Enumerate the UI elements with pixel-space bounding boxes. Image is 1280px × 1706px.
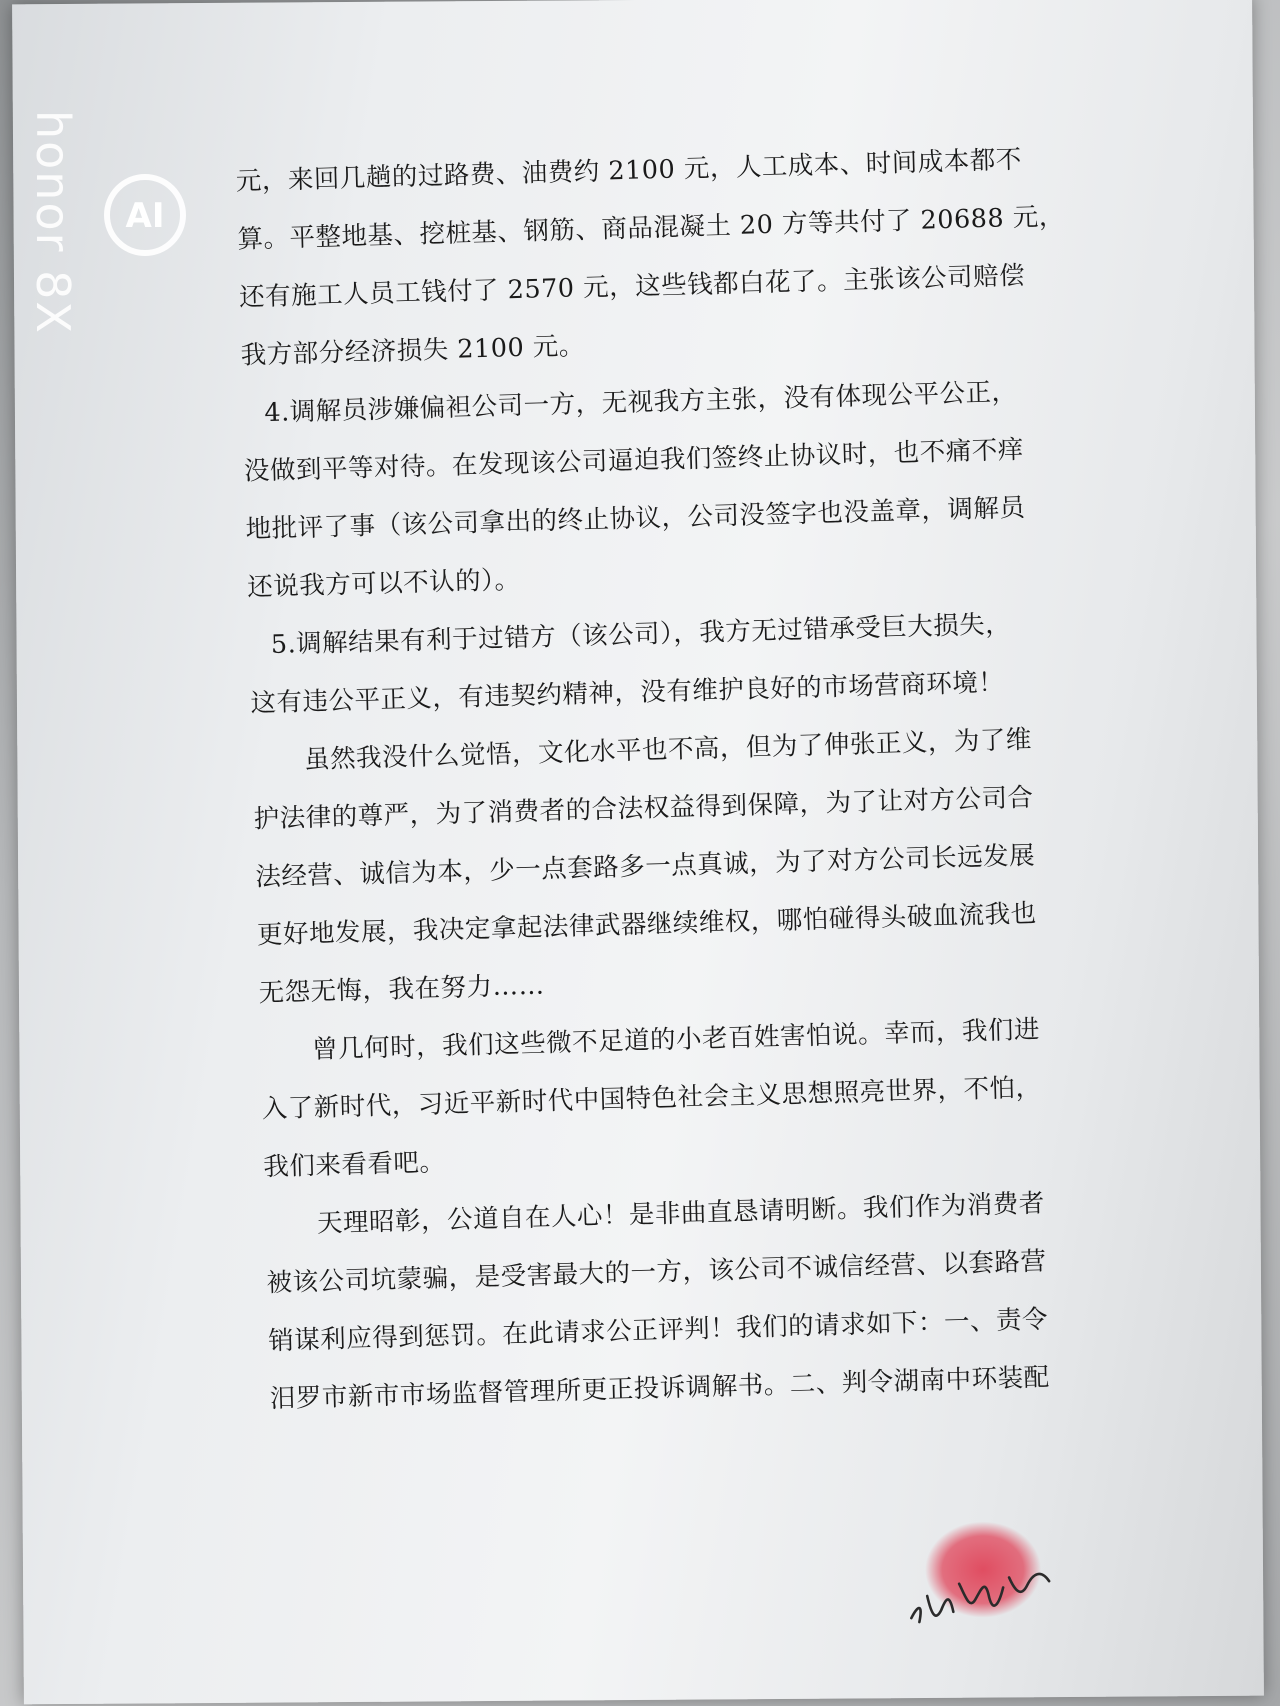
paragraph-era xyxy=(259,999,1094,1196)
text-line: 入了新时代，习近平新时代中国特色社会主义思想照亮世界，不怕， xyxy=(261,1072,1042,1125)
document-page xyxy=(12,0,1264,1704)
red-fingerprint-stamp xyxy=(925,1521,1042,1618)
paragraph-item-5 xyxy=(248,593,1081,732)
text-line: 调解员涉嫌偏袒公司一方，无视我方主张，没有体现公平公正， xyxy=(289,377,1018,428)
text-line: 调解结果有利于过错方（该公司），我方无过错承受巨大损失， xyxy=(295,609,1012,660)
text-line: 虽然我没什么觉悟，文化水平也不高，但为了伸张正义，为了维 xyxy=(303,724,1033,776)
text-line: 还说我方可以不认的）。 xyxy=(246,565,521,603)
text-line: 曾几何时，我们这些微不足道的小老百姓害怕说。幸而，我们进 xyxy=(311,1014,1041,1065)
text-line: 这有违公平正义，有违契约精神，没有维护良好的市场营商环境！ xyxy=(250,667,1005,719)
text-line: 元，来回几趟的过路费、油费约 2100 元，人工成本、时间成本都不 xyxy=(235,144,1023,197)
text-line: 被该公司坑蒙骗，是受害最大的一方，该公司不诚信经营、以套路营 xyxy=(266,1246,1047,1299)
text-line: 销谋利应得到惩罚。在此请求公正评判！我们的请求如下：一、责令 xyxy=(267,1304,1049,1357)
document-body xyxy=(235,130,1100,1429)
text-line: 我方部分经济损失 2100 元。 xyxy=(240,331,586,371)
paragraph-continuation xyxy=(235,130,1071,385)
text-line: 还有施工人员工钱付了 2570 元，这些钱都白花了。主张该公司赔偿 xyxy=(238,260,1026,313)
list-number: 5. xyxy=(270,629,297,660)
text-line: 地批评了事（该公司拿出的终止协议，公司没签字也没盖章，调解员 xyxy=(245,492,1026,545)
ai-badge-label: AI xyxy=(125,196,165,236)
text-line: 没做到平等对待。在发现该公司逼迫我们签终止协议时，也不痛不痒 xyxy=(243,434,1025,487)
text-line: 我们来看看吧。 xyxy=(263,1147,446,1183)
text-line: 天理昭彰，公道自在人心！是非曲直恳请明断。我们作为消费者 xyxy=(316,1188,1046,1239)
text-line: 更好地发展，我决定拿起法律武器继续维权，哪怕碰得头破血流我也 xyxy=(256,898,1038,951)
paragraph-resolve xyxy=(251,709,1089,1022)
paragraph-request xyxy=(264,1173,1100,1428)
brand-watermark-text: honor 8X xyxy=(26,110,80,335)
text-line: 法经营、诚信为本，少一点套路多一点真诚，为了对方公司长远发展 xyxy=(254,840,1036,893)
list-number: 4. xyxy=(263,397,291,429)
text-line: 无怨无悔，我在努力…… xyxy=(258,970,545,1009)
signature-with-fingerprint xyxy=(883,1517,1084,1648)
text-line: 护法律的尊严，为了消费者的合法权益得到保障，为了让对方公司合 xyxy=(253,782,1034,835)
ai-badge-icon xyxy=(100,170,190,260)
text-line: 算。平整地基、挖桩基、钢筋、商品混凝土 20 方等共付了 20688 元， xyxy=(237,201,1066,255)
text-line: 汨罗市新市市场监督管理所更正投诉调解书。二、判令湖南中环装配 xyxy=(269,1362,1051,1415)
camera-watermark xyxy=(10,60,165,335)
paragraph-item-4 xyxy=(242,362,1078,617)
